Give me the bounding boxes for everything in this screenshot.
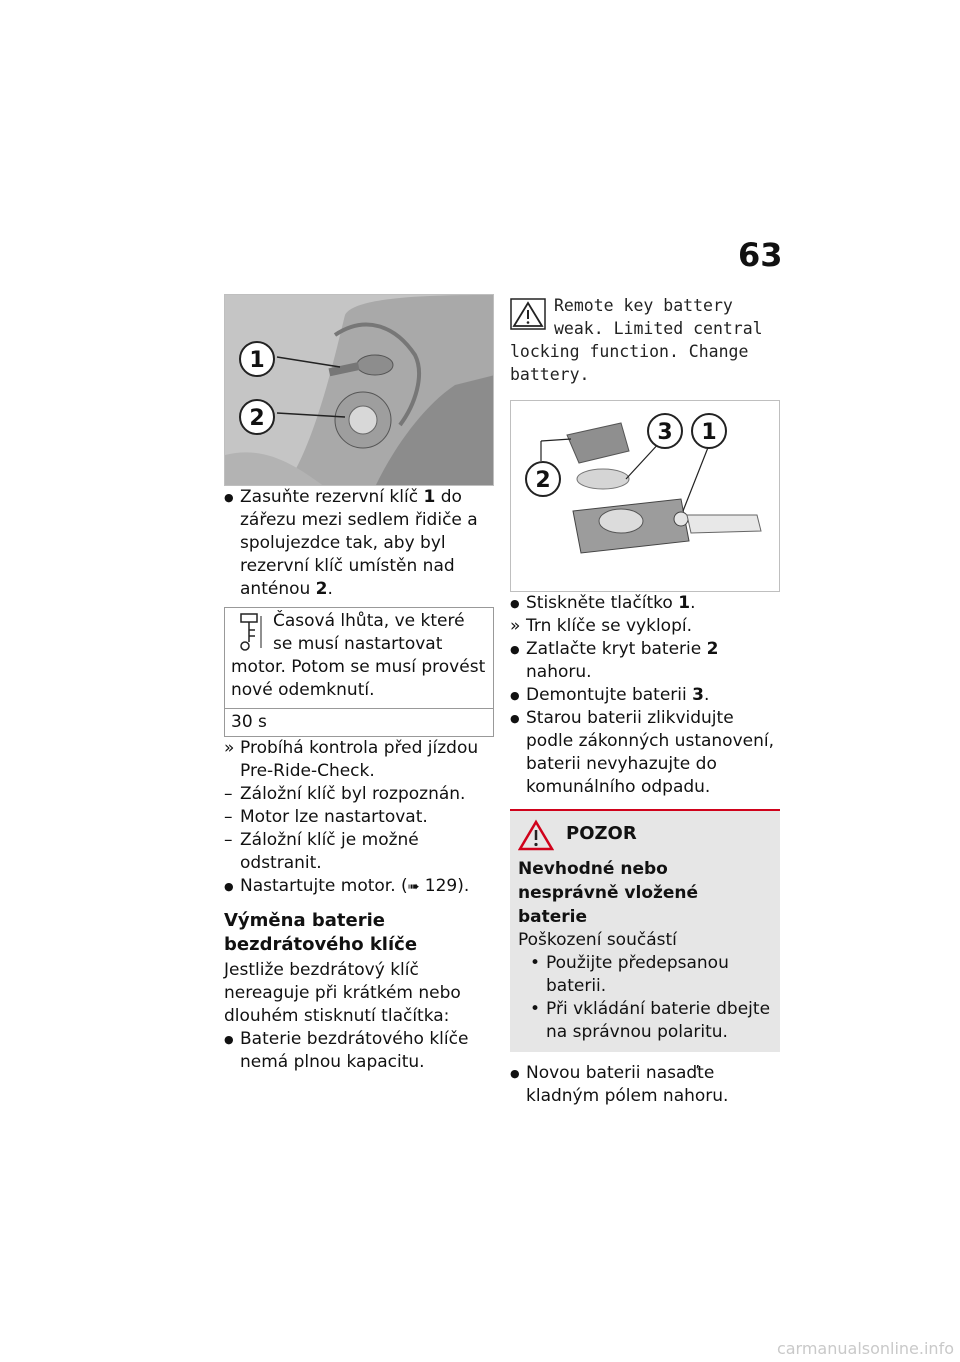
time-limit-infobox <box>224 607 494 737</box>
battery-condition-list <box>224 1028 494 1074</box>
list-item: • Použijte předepsanou baterii. <box>518 952 772 998</box>
watermark: carmanualsonline.info <box>776 1339 954 1358</box>
final-step-list <box>510 1062 780 1108</box>
list-item: » Probíhá kontrola před jízdou Pre-Ride-Check. <box>224 737 494 783</box>
key-battery-illustration <box>511 401 780 592</box>
list-item: – Záložní klíč je možné odstranit. <box>224 829 494 875</box>
page-reference-arrow-icon: ➠ <box>407 879 420 895</box>
infobox-text-container <box>225 608 493 708</box>
list-item: ● Zasuňte rezervní klíč 1 do zářezu mezi sedlem řidiče a spolujezdce tak, aby byl rezervní klíč umístěn nad anténou 2. <box>224 486 494 601</box>
result-list <box>224 737 494 899</box>
key-timer-icon <box>235 612 265 652</box>
step-list-insert-key <box>224 486 494 601</box>
list-item: ● Novou baterii nasaďte kladným pólem nahoru. <box>510 1062 780 1108</box>
caution-consequence: Poškození součástí <box>518 930 677 950</box>
page-reference[interactable]: 129 <box>424 876 458 896</box>
callout-1: 1 <box>691 413 727 449</box>
infobox-value: 30 s <box>225 708 493 736</box>
list-item: ● Demontujte baterii 3. <box>510 684 780 707</box>
list-item: ● Stiskněte tlačítko 1. <box>510 592 780 615</box>
list-item: – Motor lze nastartovat. <box>224 806 494 829</box>
figure-key-battery <box>510 400 780 592</box>
callout-1: 1 <box>239 341 275 377</box>
seat-illustration <box>225 295 494 486</box>
right-column <box>510 294 780 1108</box>
battery-replacement-steps <box>510 592 780 799</box>
list-item: • Při vkládání baterie dbejte na správnou polaritu. <box>518 998 772 1044</box>
caution-title: POZOR <box>566 823 637 844</box>
page-number: 63 <box>738 236 783 274</box>
warning-triangle-icon <box>510 298 546 330</box>
display-message-text: Remote key battery weak. Limited central locking function. Change battery. <box>510 296 763 384</box>
list-item: ● Starou baterii zlikvidujte podle zákonných ustanovení, baterii nevyhazujte do komunálního odpadu. <box>510 707 780 799</box>
list-item: ● Zatlačte kryt baterie 2 nahoru. <box>510 638 780 684</box>
caution-list <box>518 952 772 1044</box>
left-column <box>224 294 494 1074</box>
infobox-text: Časová lhůta, ve které se musí nastartovat motor. Potom se musí provést nové odemknutí. <box>231 611 486 700</box>
section-paragraph: Jestliže bezdrátový klíč nereaguje při krátkém nebo dlouhém stisknutí tlačítka: <box>224 960 461 1026</box>
display-message-block <box>510 294 780 386</box>
caution-box <box>510 809 780 1052</box>
list-item: – Záložní klíč byl rozpoznán. <box>224 783 494 806</box>
callout-2: 2 <box>525 461 561 497</box>
list-item: ● Nastartujte motor. (➠ 129). <box>224 875 494 899</box>
figure-seat-antenna <box>224 294 494 486</box>
callout-2: 2 <box>239 399 275 435</box>
section-heading: Výměna baterie bezdrátového klíče <box>224 910 418 955</box>
caution-triangle-icon <box>518 819 554 851</box>
callout-3: 3 <box>647 413 683 449</box>
caution-heading: Nevhodné nebo nesprávně vložené baterie <box>518 859 699 927</box>
list-item: » Trn klíče se vyklopí. <box>510 615 780 638</box>
list-item: ● Baterie bezdrátového klíče nemá plnou kapacitu. <box>224 1028 494 1074</box>
